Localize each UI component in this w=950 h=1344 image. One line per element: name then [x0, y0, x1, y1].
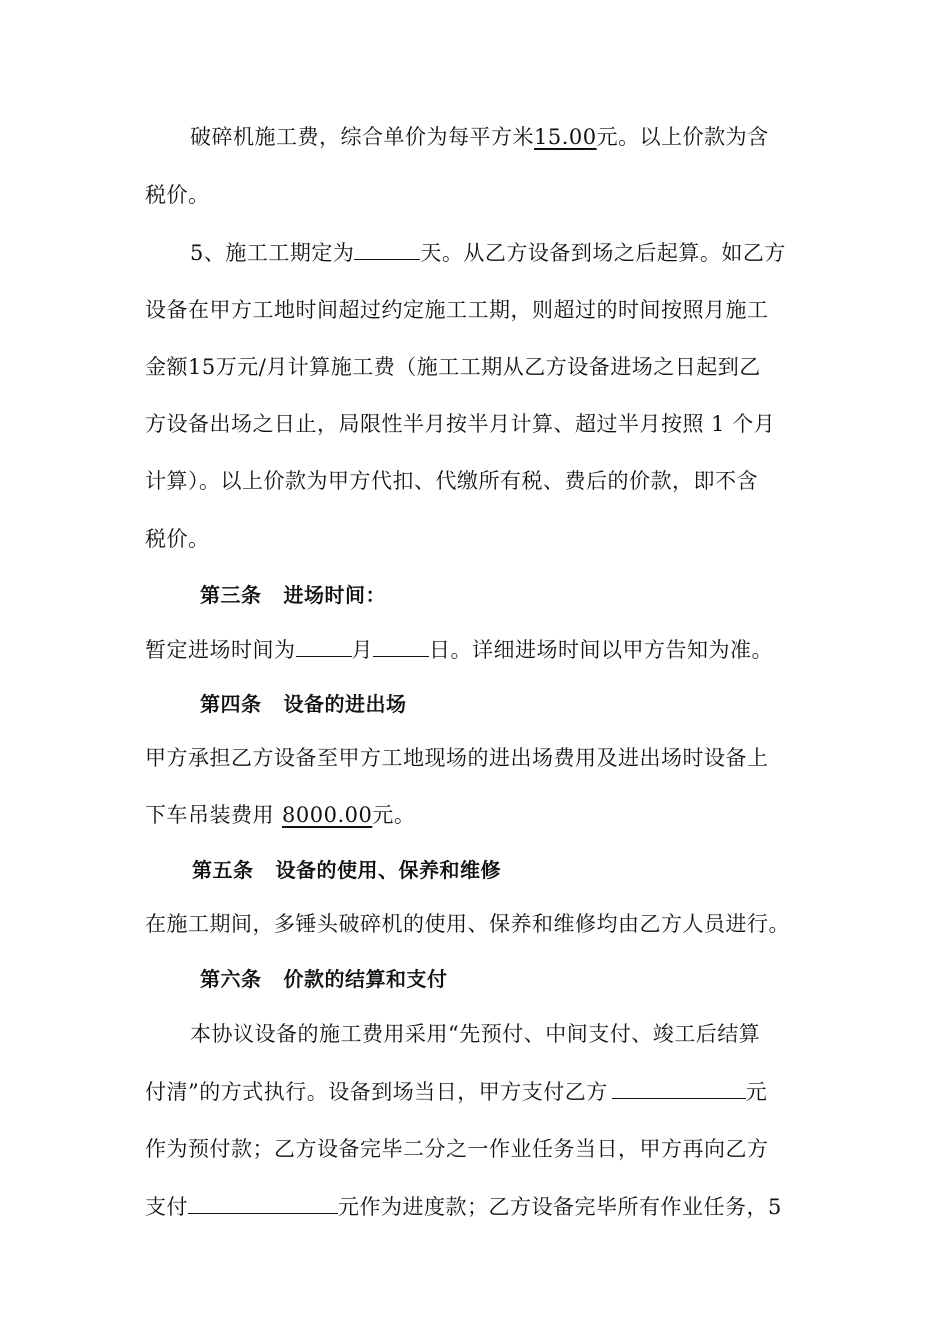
- text: 元。以上价款为含: [596, 125, 769, 149]
- text: 支付: [145, 1195, 188, 1219]
- article-4-heading: [200, 689, 407, 719]
- article-number: 第四条: [200, 692, 262, 716]
- article-number: 第三条: [200, 583, 262, 607]
- article-6-line-3: [145, 1134, 769, 1164]
- text: 税价。: [145, 527, 210, 551]
- article-number: 第六条: [200, 967, 262, 991]
- article-title: 设备的使用、保养和维修: [275, 858, 501, 882]
- text: 天。从乙方设备到场之后起算。如乙方: [420, 241, 786, 265]
- progress-payment-blank: [188, 1191, 338, 1214]
- article-5-line-1: [145, 909, 790, 939]
- text: 5、施工工期定为: [190, 241, 355, 265]
- text: 税价。: [145, 183, 210, 207]
- text: 在施工期间，多锤头破碎机的使用、保养和维修均由乙方人员进行。: [145, 912, 790, 936]
- article-title: 设备的进出场: [283, 692, 407, 716]
- text: 作为预付款；乙方设备完毕二分之一作业任务当日，甲方再向乙方: [145, 1137, 769, 1161]
- text: 月: [351, 638, 373, 662]
- text: 下车吊装费用: [145, 803, 274, 827]
- term-line-2: [145, 295, 769, 325]
- term-line-4: [145, 409, 775, 439]
- article-3-line-1: [145, 634, 773, 665]
- article-5-heading: [192, 855, 501, 885]
- text: 元: [745, 1080, 768, 1104]
- text: 日。详细进场时间以甲方告知为准。: [429, 638, 773, 662]
- prepayment-blank: [612, 1076, 746, 1099]
- unit-price-amount: 15.00: [534, 125, 597, 149]
- day-blank: [373, 634, 429, 657]
- term-line-3: [145, 352, 761, 382]
- fee-line-1: [190, 122, 769, 152]
- article-6-line-2: [145, 1076, 767, 1107]
- text: 破碎机施工费，综合单价为每平方米: [190, 125, 534, 149]
- text: 计算）。以上价款为甲方代扣、代缴所有税、费后的价款，即不含: [145, 469, 758, 493]
- article-title: 进场时间：: [283, 583, 386, 607]
- text: 元。: [372, 803, 416, 827]
- text: 元作为进度款；乙方设备完毕所有作业任务，5: [338, 1195, 782, 1219]
- article-number: 第五条: [192, 858, 254, 882]
- text: 甲方承担乙方设备至甲方工地现场的进出场费用及进出场时设备上: [145, 746, 769, 770]
- term-line-6: [145, 524, 210, 554]
- text: 暂定进场时间为: [145, 638, 296, 662]
- article-title: 价款的结算和支付: [283, 967, 448, 991]
- month-blank: [296, 634, 352, 657]
- article-6-line-1: [190, 1019, 760, 1049]
- days-blank: [354, 237, 420, 260]
- article-4-line-1: [145, 743, 769, 773]
- article-4-line-2: [145, 800, 415, 830]
- text: 设备在甲方工地时间超过约定施工工期，则超过的时间按照月施工: [145, 298, 769, 322]
- text: 金额15万元/月计算施工费（施工工期从乙方设备进场之日起到乙: [145, 355, 761, 379]
- term-line-1: [190, 237, 786, 268]
- fee-line-2: [145, 180, 210, 210]
- term-line-5: [145, 466, 758, 496]
- article-3-heading: [200, 580, 386, 610]
- text: 本协议设备的施工费用采用“先预付、中间支付、竣工后结算: [190, 1022, 761, 1046]
- text: 方设备出场之日止，局限性半月按半月计算、超过半月按照 1 个月: [145, 412, 776, 436]
- article-6-line-4: [145, 1191, 782, 1222]
- article-6-heading: [200, 964, 448, 994]
- text: 付清”的方式执行。设备到场当日，甲方支付乙方: [145, 1080, 608, 1104]
- hoisting-fee-amount: 8000.00: [282, 803, 373, 827]
